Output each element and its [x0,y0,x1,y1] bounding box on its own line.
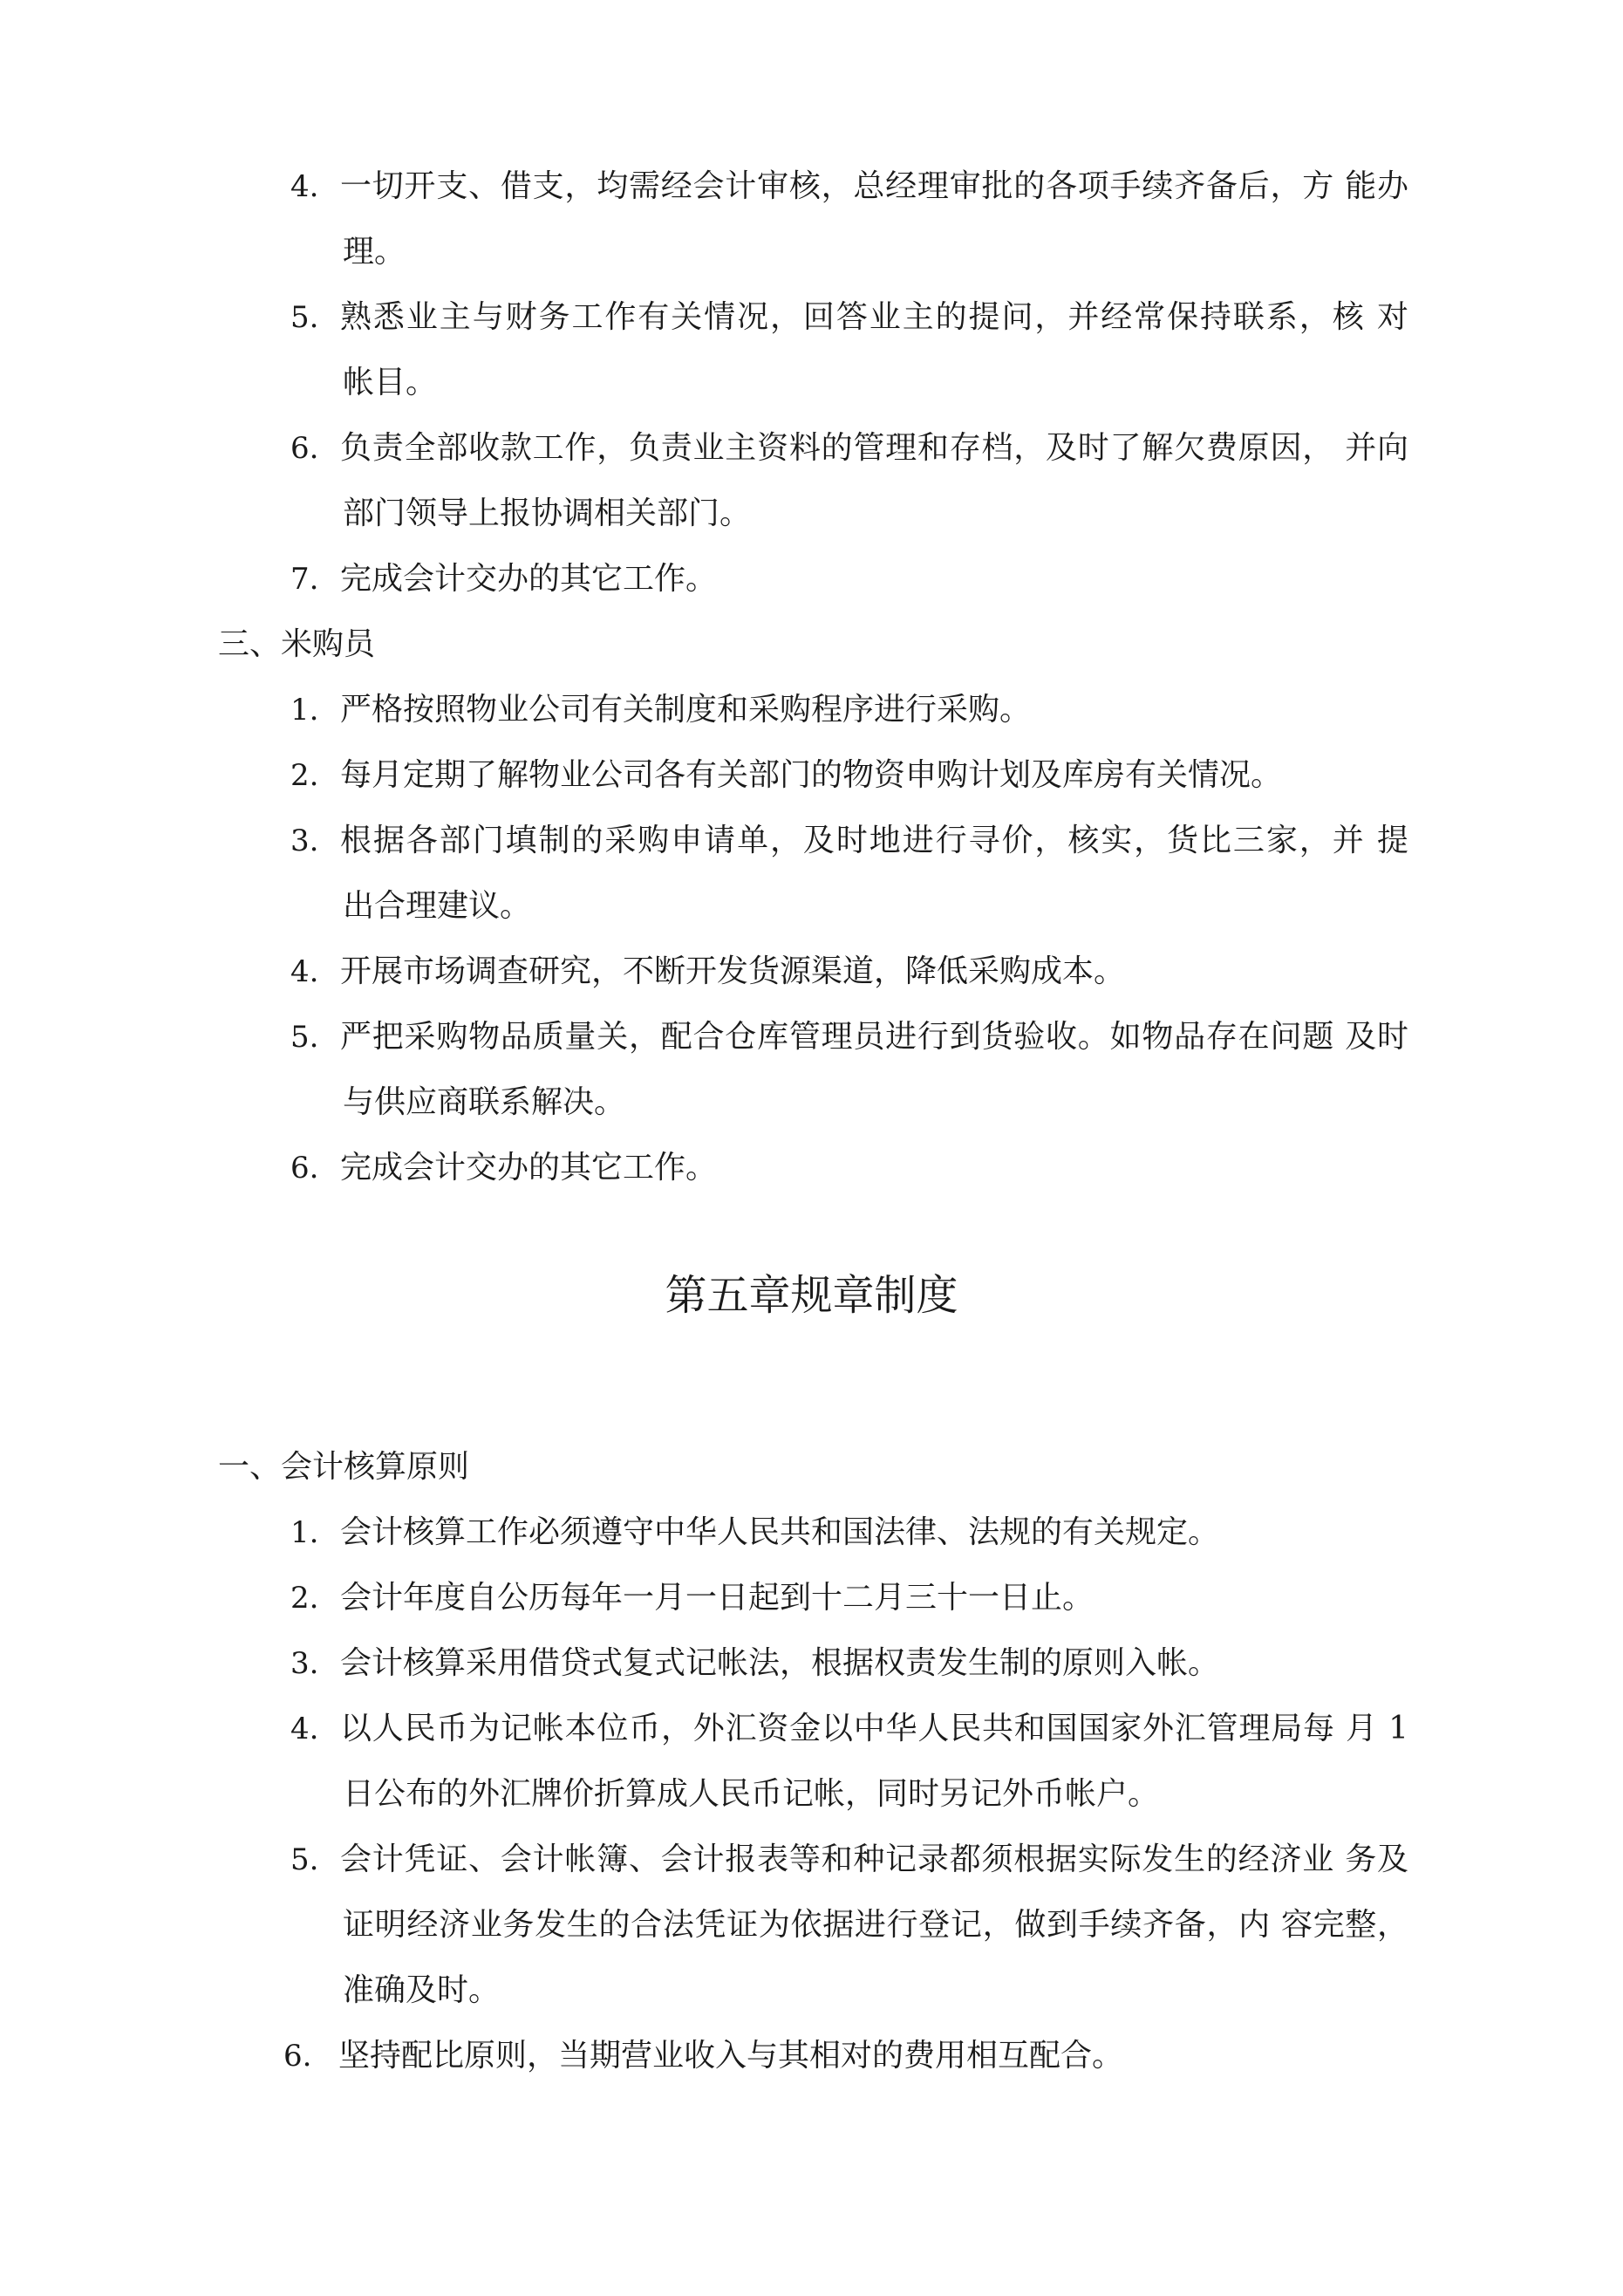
list-number: 4. [290,169,319,204]
list-item-text: 会计核算采用借贷式复式记帐法，根据权责发生制的原则入帐。 [340,1645,1220,1681]
list-number: 1. [290,693,319,728]
section-heading: 三、米购员 [218,626,376,662]
list-item-text: 完成会计交办的其它工作。 [340,1150,718,1186]
list-number: 6. [290,431,319,466]
list-number: 6. [283,2039,312,2074]
list-number: 3. [290,1646,319,1681]
list-number: 5. [290,300,319,335]
list-number: 5. [290,1842,319,1877]
list-number: 1. [290,1515,319,1550]
list-item-text: 帐目。 [343,365,438,400]
list-item-text: 熟悉业主与财务工作有关情况，回答业主的提问，并经常保持联系，核 对 [340,299,1408,335]
list-item-text: 日公布的外汇牌价折算成人民币记帐，同时另记外币帐户。 [343,1776,1160,1812]
chapter-title: 第五章规章制度 [665,1271,958,1320]
list-item-text: 以人民币为记帐本位币，外汇资金以中华人民共和国国家外汇管理局每 月 1 [340,1711,1408,1746]
list-item-text: 会计年度自公历每年一月一日起到十二月三十一日止。 [340,1580,1095,1616]
list-item-text: 会计凭证、会计帐簿、会计报表等和种记录都须根据实际发生的经济业 务及 [340,1842,1408,1877]
list-number: 5. [290,1020,319,1055]
list-number: 6. [290,1151,319,1186]
list-number: 3. [290,823,319,858]
list-item-text: 开展市场调查研究，不断开发货源渠道，降低采购成本。 [340,953,1126,989]
list-item-text: 部门领导上报协调相关部门。 [343,495,752,531]
list-item-text: 会计核算工作必须遵守中华人民共和国法律、法规的有关规定。 [340,1514,1220,1550]
list-item-text: 理。 [343,234,406,270]
list-number: 4. [290,1712,319,1746]
list-item-text: 完成会计交办的其它工作。 [340,561,718,597]
list-number: 2. [290,1581,319,1616]
list-item-text: 严格按照物业公司有关制度和采购程序进行采购。 [340,692,1032,728]
list-item-text: 证明经济业务发生的合法凭证为依据进行登记，做到手续齐备，内 容完整， [343,1907,1408,1943]
list-item-text: 准确及时。 [343,1972,501,2008]
list-item-text: 根据各部门填制的采购申请单，及时地进行寻价，核实，货比三家，并 提 [340,823,1408,858]
list-item-text: 出合理建议。 [343,888,532,924]
list-item-text: 与供应商联系解决。 [343,1084,626,1120]
list-number: 4. [290,954,319,989]
list-number: 7. [290,562,319,597]
list-item-text: 每月定期了解物业公司各有关部门的物资申购计划及库房有关情况。 [340,757,1283,793]
section-heading: 一、会计核算原则 [218,1449,470,1485]
list-item-text: 坚持配比原则，当期营业收入与其相对的费用相互配合。 [338,2038,1124,2074]
list-item-text: 严把采购物品质量关，配合仓库管理员进行到货验收。如物品存在问题 及时 [340,1019,1408,1055]
list-item-text: 负责全部收款工作，负责业主资料的管理和存档，及时了解欠费原因， 并向 [340,430,1408,466]
list-number: 2. [290,758,319,793]
list-item-text: 一切开支、借支，均需经会计审核，总经理审批的各项手续齐备后，方 能办 [340,168,1408,204]
